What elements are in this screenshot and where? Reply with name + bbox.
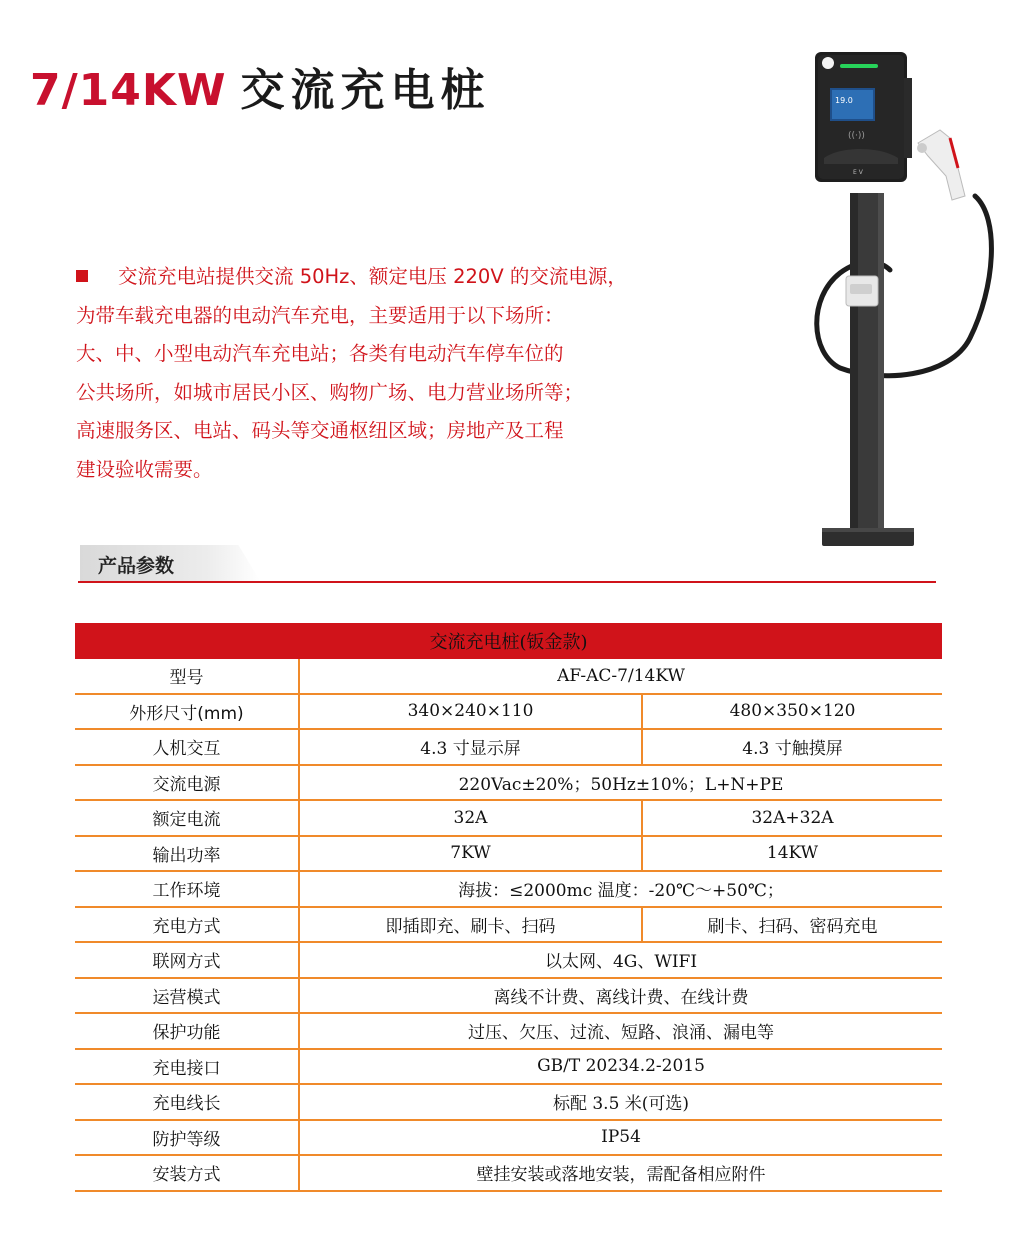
param-value-14kw: 刷卡、扫码、密码充电 bbox=[642, 907, 942, 943]
table-row bbox=[75, 1084, 942, 1120]
table-row bbox=[75, 942, 942, 978]
param-value: 标配 3.5 米(可选) bbox=[299, 1084, 942, 1120]
intro-line: 交流充电站提供交流 50Hz、额定电压 220V 的交流电源， bbox=[76, 258, 716, 297]
charging-pile-image bbox=[800, 48, 1000, 553]
table-row bbox=[75, 1013, 942, 1049]
param-name: 型号 bbox=[75, 658, 299, 694]
param-name: 充电接口 bbox=[75, 1049, 299, 1085]
param-name: 保护功能 bbox=[75, 1013, 299, 1049]
table-row bbox=[75, 1120, 942, 1156]
param-value-14kw: 480×350×120 bbox=[642, 694, 942, 730]
pile-badge-text: E V bbox=[853, 169, 863, 176]
param-name: 人机交互 bbox=[75, 729, 299, 765]
table-row bbox=[75, 907, 942, 943]
param-value: IP54 bbox=[299, 1120, 942, 1156]
intro-paragraph bbox=[76, 258, 716, 489]
table-row bbox=[75, 800, 942, 836]
intro-line: 大、中、小型电动汽车充电站；各类有电动汽车停车位的 bbox=[76, 342, 564, 365]
table-row bbox=[75, 1155, 942, 1191]
param-value: 过压、欠压、过流、短路、浪涌、漏电等 bbox=[299, 1013, 942, 1049]
section-header-parameters bbox=[78, 543, 938, 585]
section-label: 产品参数 bbox=[98, 555, 175, 577]
param-name: 防护等级 bbox=[75, 1120, 299, 1156]
pile-screen-text: 19.0 bbox=[835, 96, 853, 105]
param-name: 联网方式 bbox=[75, 942, 299, 978]
param-name: 运营模式 bbox=[75, 978, 299, 1014]
param-value: AF-AC-7/14KW bbox=[299, 658, 942, 694]
table-row bbox=[75, 978, 942, 1014]
param-value: 以太网、4G、WIFI bbox=[299, 942, 942, 978]
intro-line: 为带车载充电器的电动汽车充电，主要适用于以下场所： bbox=[76, 303, 564, 327]
param-value-7kw: 32A bbox=[299, 800, 642, 836]
table-title: 交流充电桩(钣金款) bbox=[75, 624, 942, 658]
param-value-7kw: 即插即充、刷卡、扫码 bbox=[299, 907, 642, 943]
table-row bbox=[75, 694, 942, 730]
intro-line: 公共场所，如城市居民小区、购物广场、电力营业场所等； bbox=[76, 380, 584, 404]
param-value-14kw: 32A+32A bbox=[642, 800, 942, 836]
param-name: 充电方式 bbox=[75, 907, 299, 943]
intro-line: 高速服务区、电站、码头等交通枢纽区域；房地产及工程 bbox=[76, 419, 564, 442]
param-value: 海拔：≤2000mc 温度：-20℃～+50℃； bbox=[299, 871, 942, 907]
table-row bbox=[75, 836, 942, 872]
table-header-row bbox=[75, 624, 942, 658]
svg-text:((·)): ((·)) bbox=[848, 131, 865, 141]
param-value-7kw: 4.3 寸显示屏 bbox=[299, 729, 642, 765]
page-title bbox=[30, 54, 491, 118]
table-row bbox=[75, 871, 942, 907]
param-name: 额定电流 bbox=[75, 800, 299, 836]
table-row bbox=[75, 1049, 942, 1085]
param-name: 交流电源 bbox=[75, 765, 299, 801]
param-value-14kw: 14KW bbox=[642, 836, 942, 872]
table-row bbox=[75, 729, 942, 765]
intro-line: 建设验收需要。 bbox=[76, 457, 213, 481]
title-product: 交流充电桩 bbox=[240, 65, 491, 116]
param-value: 壁挂安装或落地安装，需配备相应附件 bbox=[299, 1155, 942, 1191]
section-divider bbox=[78, 581, 936, 583]
param-name: 外形尺寸(mm) bbox=[75, 694, 299, 730]
param-name: 输出功率 bbox=[75, 836, 299, 872]
param-name: 工作环境 bbox=[75, 871, 299, 907]
table-row bbox=[75, 658, 942, 694]
param-value-7kw: 340×240×110 bbox=[299, 694, 642, 730]
param-value-7kw: 7KW bbox=[299, 836, 642, 872]
spec-table bbox=[75, 623, 942, 1192]
param-value: GB/T 20234.2-2015 bbox=[299, 1049, 942, 1085]
param-value: 离线不计费、离线计费、在线计费 bbox=[299, 978, 942, 1014]
bullet-icon bbox=[76, 270, 88, 282]
title-power: 7/14KW bbox=[30, 65, 227, 116]
param-value: 220Vac±20%；50Hz±10%；L+N+PE bbox=[299, 765, 942, 801]
param-name: 充电线长 bbox=[75, 1084, 299, 1120]
param-name: 安装方式 bbox=[75, 1155, 299, 1191]
param-value-14kw: 4.3 寸触摸屏 bbox=[642, 729, 942, 765]
table-row bbox=[75, 765, 942, 801]
